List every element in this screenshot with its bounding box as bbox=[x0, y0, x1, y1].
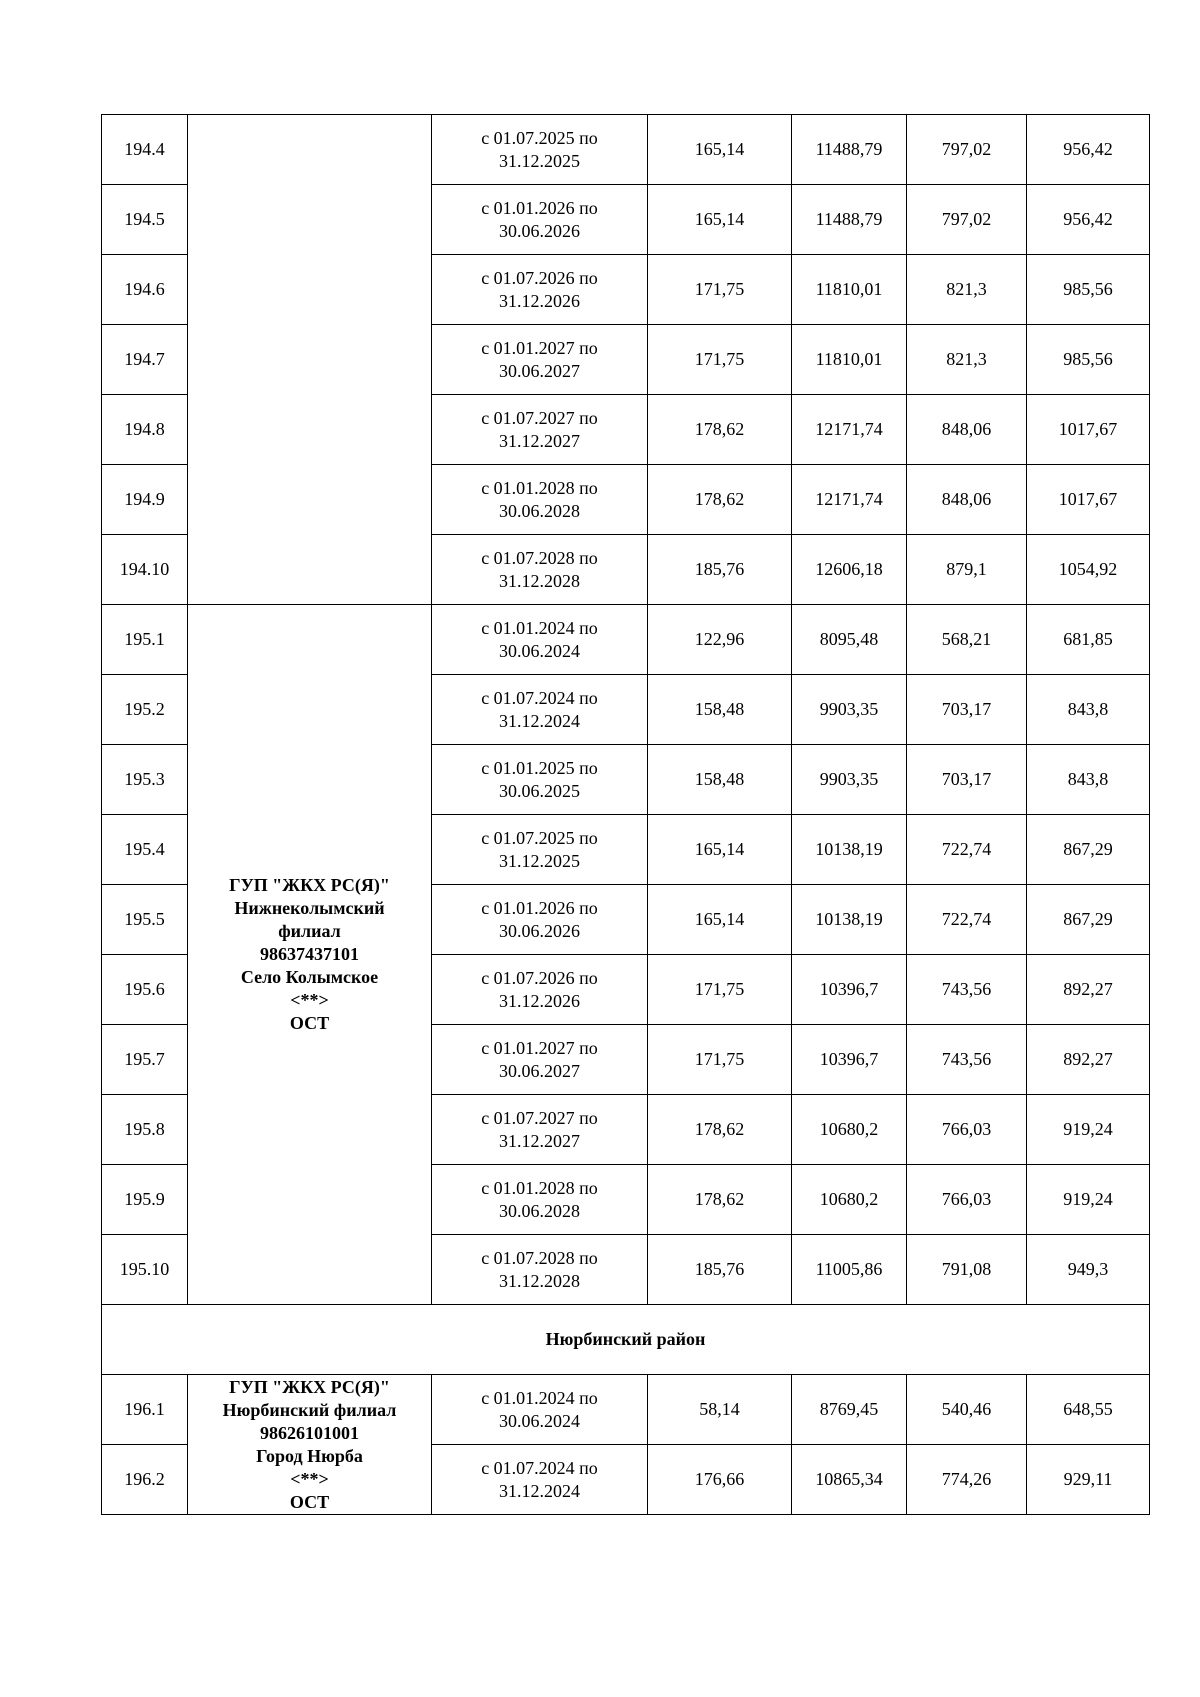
value-2: 10680,2 bbox=[792, 1095, 907, 1165]
organization-line: Нижнеколымский bbox=[234, 898, 385, 918]
value-4: 681,85 bbox=[1027, 605, 1150, 675]
value-4: 843,8 bbox=[1027, 675, 1150, 745]
period-line: 31.12.2028 bbox=[499, 570, 580, 591]
organization-line: ОСТ bbox=[289, 1013, 330, 1033]
row-number: 195.8 bbox=[102, 1095, 188, 1165]
period-cell bbox=[432, 745, 648, 815]
row-number: 195.6 bbox=[102, 955, 188, 1025]
table-row bbox=[102, 115, 1150, 185]
value-1: 171,75 bbox=[648, 1025, 792, 1095]
value-4: 919,24 bbox=[1027, 1095, 1150, 1165]
period-line: с 01.01.2026 по bbox=[481, 197, 598, 218]
period-line: с 01.07.2028 по bbox=[481, 547, 598, 568]
value-2: 11810,01 bbox=[792, 255, 907, 325]
organization-line: ГУП "ЖКХ РС(Я)" bbox=[229, 875, 390, 895]
value-2: 9903,35 bbox=[792, 745, 907, 815]
organization-line: ГУП "ЖКХ РС(Я)" bbox=[229, 1376, 390, 1397]
value-2: 10138,19 bbox=[792, 815, 907, 885]
value-3: 722,74 bbox=[907, 815, 1027, 885]
value-3: 797,02 bbox=[907, 185, 1027, 255]
period-line: 30.06.2025 bbox=[499, 780, 580, 801]
row-number: 194.8 bbox=[102, 395, 188, 465]
value-3: 540,46 bbox=[907, 1375, 1027, 1445]
row-number: 195.1 bbox=[102, 605, 188, 675]
period-line: 30.06.2026 bbox=[499, 220, 580, 241]
value-3: 821,3 bbox=[907, 325, 1027, 395]
section-row bbox=[102, 1305, 1150, 1375]
value-1: 171,75 bbox=[648, 325, 792, 395]
period-line: 31.12.2027 bbox=[499, 1130, 580, 1151]
value-4: 1017,67 bbox=[1027, 395, 1150, 465]
value-1: 165,14 bbox=[648, 115, 792, 185]
period-line: с 01.07.2026 по bbox=[481, 967, 598, 988]
period-cell bbox=[432, 115, 648, 185]
row-number: 194.9 bbox=[102, 465, 188, 535]
value-4: 867,29 bbox=[1027, 885, 1150, 955]
value-2: 10396,7 bbox=[792, 1025, 907, 1095]
value-3: 568,21 bbox=[907, 605, 1027, 675]
row-number: 196.2 bbox=[102, 1445, 188, 1515]
value-3: 879,1 bbox=[907, 535, 1027, 605]
value-4: 919,24 bbox=[1027, 1165, 1150, 1235]
value-3: 743,56 bbox=[907, 1025, 1027, 1095]
value-4: 648,55 bbox=[1027, 1375, 1150, 1445]
period-line: с 01.01.2024 по bbox=[481, 1387, 598, 1408]
period-line: 30.06.2028 bbox=[499, 500, 580, 521]
period-cell bbox=[432, 255, 648, 325]
value-4: 956,42 bbox=[1027, 115, 1150, 185]
value-4: 892,27 bbox=[1027, 1025, 1150, 1095]
table-row bbox=[102, 1375, 1150, 1445]
value-1: 122,96 bbox=[648, 605, 792, 675]
value-2: 12171,74 bbox=[792, 395, 907, 465]
value-2: 10396,7 bbox=[792, 955, 907, 1025]
period-cell bbox=[432, 535, 648, 605]
value-4: 956,42 bbox=[1027, 185, 1150, 255]
value-2: 10680,2 bbox=[792, 1165, 907, 1235]
row-number: 194.7 bbox=[102, 325, 188, 395]
period-line: с 01.01.2028 по bbox=[481, 477, 598, 498]
value-2: 8769,45 bbox=[792, 1375, 907, 1445]
row-number: 195.9 bbox=[102, 1165, 188, 1235]
period-line: 31.12.2025 bbox=[499, 150, 580, 171]
period-cell bbox=[432, 325, 648, 395]
organization-line: Город Нюрба bbox=[256, 1445, 363, 1466]
value-1: 178,62 bbox=[648, 1165, 792, 1235]
value-1: 178,62 bbox=[648, 395, 792, 465]
value-4: 1017,67 bbox=[1027, 465, 1150, 535]
period-line: 31.12.2028 bbox=[499, 1270, 580, 1291]
value-3: 848,06 bbox=[907, 395, 1027, 465]
organization-line: 98637437101 bbox=[260, 944, 359, 964]
value-1: 165,14 bbox=[648, 815, 792, 885]
value-4: 985,56 bbox=[1027, 325, 1150, 395]
value-4: 949,3 bbox=[1027, 1235, 1150, 1305]
value-4: 892,27 bbox=[1027, 955, 1150, 1025]
value-4: 929,11 bbox=[1027, 1445, 1150, 1515]
value-1: 58,14 bbox=[648, 1375, 792, 1445]
value-3: 797,02 bbox=[907, 115, 1027, 185]
period-line: с 01.07.2024 по bbox=[481, 687, 598, 708]
value-1: 158,48 bbox=[648, 675, 792, 745]
value-3: 766,03 bbox=[907, 1165, 1027, 1235]
value-2: 9903,35 bbox=[792, 675, 907, 745]
period-cell bbox=[432, 675, 648, 745]
row-number: 194.5 bbox=[102, 185, 188, 255]
period-line: с 01.07.2025 по bbox=[481, 127, 598, 148]
row-number: 195.5 bbox=[102, 885, 188, 955]
period-line: 31.12.2026 bbox=[499, 990, 580, 1011]
value-3: 743,56 bbox=[907, 955, 1027, 1025]
value-3: 703,17 bbox=[907, 675, 1027, 745]
value-2: 12171,74 bbox=[792, 465, 907, 535]
table-row bbox=[102, 605, 1150, 675]
period-line: с 01.07.2025 по bbox=[481, 827, 598, 848]
value-2: 11810,01 bbox=[792, 325, 907, 395]
value-4: 867,29 bbox=[1027, 815, 1150, 885]
period-cell bbox=[432, 395, 648, 465]
organization-cell bbox=[188, 605, 432, 1305]
value-3: 791,08 bbox=[907, 1235, 1027, 1305]
period-line: 31.12.2024 bbox=[499, 1480, 580, 1501]
period-cell bbox=[432, 465, 648, 535]
period-line: 30.06.2024 bbox=[499, 1410, 580, 1431]
value-2: 12606,18 bbox=[792, 535, 907, 605]
value-2: 10865,34 bbox=[792, 1445, 907, 1515]
period-line: с 01.07.2024 по bbox=[481, 1457, 598, 1478]
period-line: 30.06.2027 bbox=[499, 1060, 580, 1081]
organization-line: ОСТ bbox=[289, 1491, 330, 1512]
period-line: с 01.01.2024 по bbox=[481, 617, 598, 638]
row-number: 195.10 bbox=[102, 1235, 188, 1305]
period-line: 31.12.2026 bbox=[499, 290, 580, 311]
organization-line: <**> bbox=[290, 1468, 329, 1489]
value-4: 985,56 bbox=[1027, 255, 1150, 325]
organization-cell bbox=[188, 115, 432, 605]
organization-line: 98626101001 bbox=[260, 1422, 359, 1443]
value-1: 158,48 bbox=[648, 745, 792, 815]
value-1: 178,62 bbox=[648, 465, 792, 535]
period-cell bbox=[432, 815, 648, 885]
organization-line: филиал bbox=[278, 921, 341, 941]
period-line: с 01.01.2028 по bbox=[481, 1177, 598, 1198]
value-1: 165,14 bbox=[648, 185, 792, 255]
row-number: 195.3 bbox=[102, 745, 188, 815]
period-line: с 01.01.2027 по bbox=[481, 1037, 598, 1058]
period-line: с 01.07.2026 по bbox=[481, 267, 598, 288]
value-2: 11005,86 bbox=[792, 1235, 907, 1305]
row-number: 195.4 bbox=[102, 815, 188, 885]
row-number: 194.10 bbox=[102, 535, 188, 605]
value-2: 10138,19 bbox=[792, 885, 907, 955]
period-cell bbox=[432, 1235, 648, 1305]
period-cell bbox=[432, 1375, 648, 1445]
value-1: 185,76 bbox=[648, 535, 792, 605]
value-1: 185,76 bbox=[648, 1235, 792, 1305]
period-line: 30.06.2027 bbox=[499, 360, 580, 381]
organization-line: <**> bbox=[290, 990, 329, 1010]
row-number: 195.2 bbox=[102, 675, 188, 745]
period-cell bbox=[432, 185, 648, 255]
period-cell bbox=[432, 955, 648, 1025]
value-3: 774,26 bbox=[907, 1445, 1027, 1515]
value-3: 821,3 bbox=[907, 255, 1027, 325]
row-number: 194.4 bbox=[102, 115, 188, 185]
period-cell bbox=[432, 605, 648, 675]
value-1: 171,75 bbox=[648, 255, 792, 325]
period-line: с 01.07.2027 по bbox=[481, 1107, 598, 1128]
value-1: 176,66 bbox=[648, 1445, 792, 1515]
value-1: 165,14 bbox=[648, 885, 792, 955]
value-3: 848,06 bbox=[907, 465, 1027, 535]
section-title: Нюрбинский район bbox=[102, 1305, 1150, 1375]
value-3: 722,74 bbox=[907, 885, 1027, 955]
value-2: 11488,79 bbox=[792, 115, 907, 185]
row-number: 196.1 bbox=[102, 1375, 188, 1445]
value-3: 766,03 bbox=[907, 1095, 1027, 1165]
value-3: 703,17 bbox=[907, 745, 1027, 815]
row-number: 194.6 bbox=[102, 255, 188, 325]
period-cell bbox=[432, 1025, 648, 1095]
organization-line: Нюрбинский филиал bbox=[222, 1399, 397, 1420]
value-4: 843,8 bbox=[1027, 745, 1150, 815]
period-line: с 01.01.2027 по bbox=[481, 337, 598, 358]
period-cell bbox=[432, 885, 648, 955]
period-line: 31.12.2024 bbox=[499, 710, 580, 731]
organization-cell bbox=[188, 1375, 432, 1515]
period-cell bbox=[432, 1445, 648, 1515]
value-4: 1054,92 bbox=[1027, 535, 1150, 605]
period-cell bbox=[432, 1165, 648, 1235]
value-1: 171,75 bbox=[648, 955, 792, 1025]
period-line: 31.12.2027 bbox=[499, 430, 580, 451]
period-line: с 01.07.2027 по bbox=[481, 407, 598, 428]
row-number: 195.7 bbox=[102, 1025, 188, 1095]
organization-line: Село Колымское bbox=[240, 967, 379, 987]
value-2: 8095,48 bbox=[792, 605, 907, 675]
value-1: 178,62 bbox=[648, 1095, 792, 1165]
period-line: 30.06.2026 bbox=[499, 920, 580, 941]
period-line: с 01.07.2028 по bbox=[481, 1247, 598, 1268]
period-line: 31.12.2025 bbox=[499, 850, 580, 871]
period-line: 30.06.2028 bbox=[499, 1200, 580, 1221]
period-cell bbox=[432, 1095, 648, 1165]
value-2: 11488,79 bbox=[792, 185, 907, 255]
period-line: с 01.01.2025 по bbox=[481, 757, 598, 778]
period-line: с 01.01.2026 по bbox=[481, 897, 598, 918]
period-line: 30.06.2024 bbox=[499, 640, 580, 661]
tariff-table bbox=[101, 114, 1150, 1515]
